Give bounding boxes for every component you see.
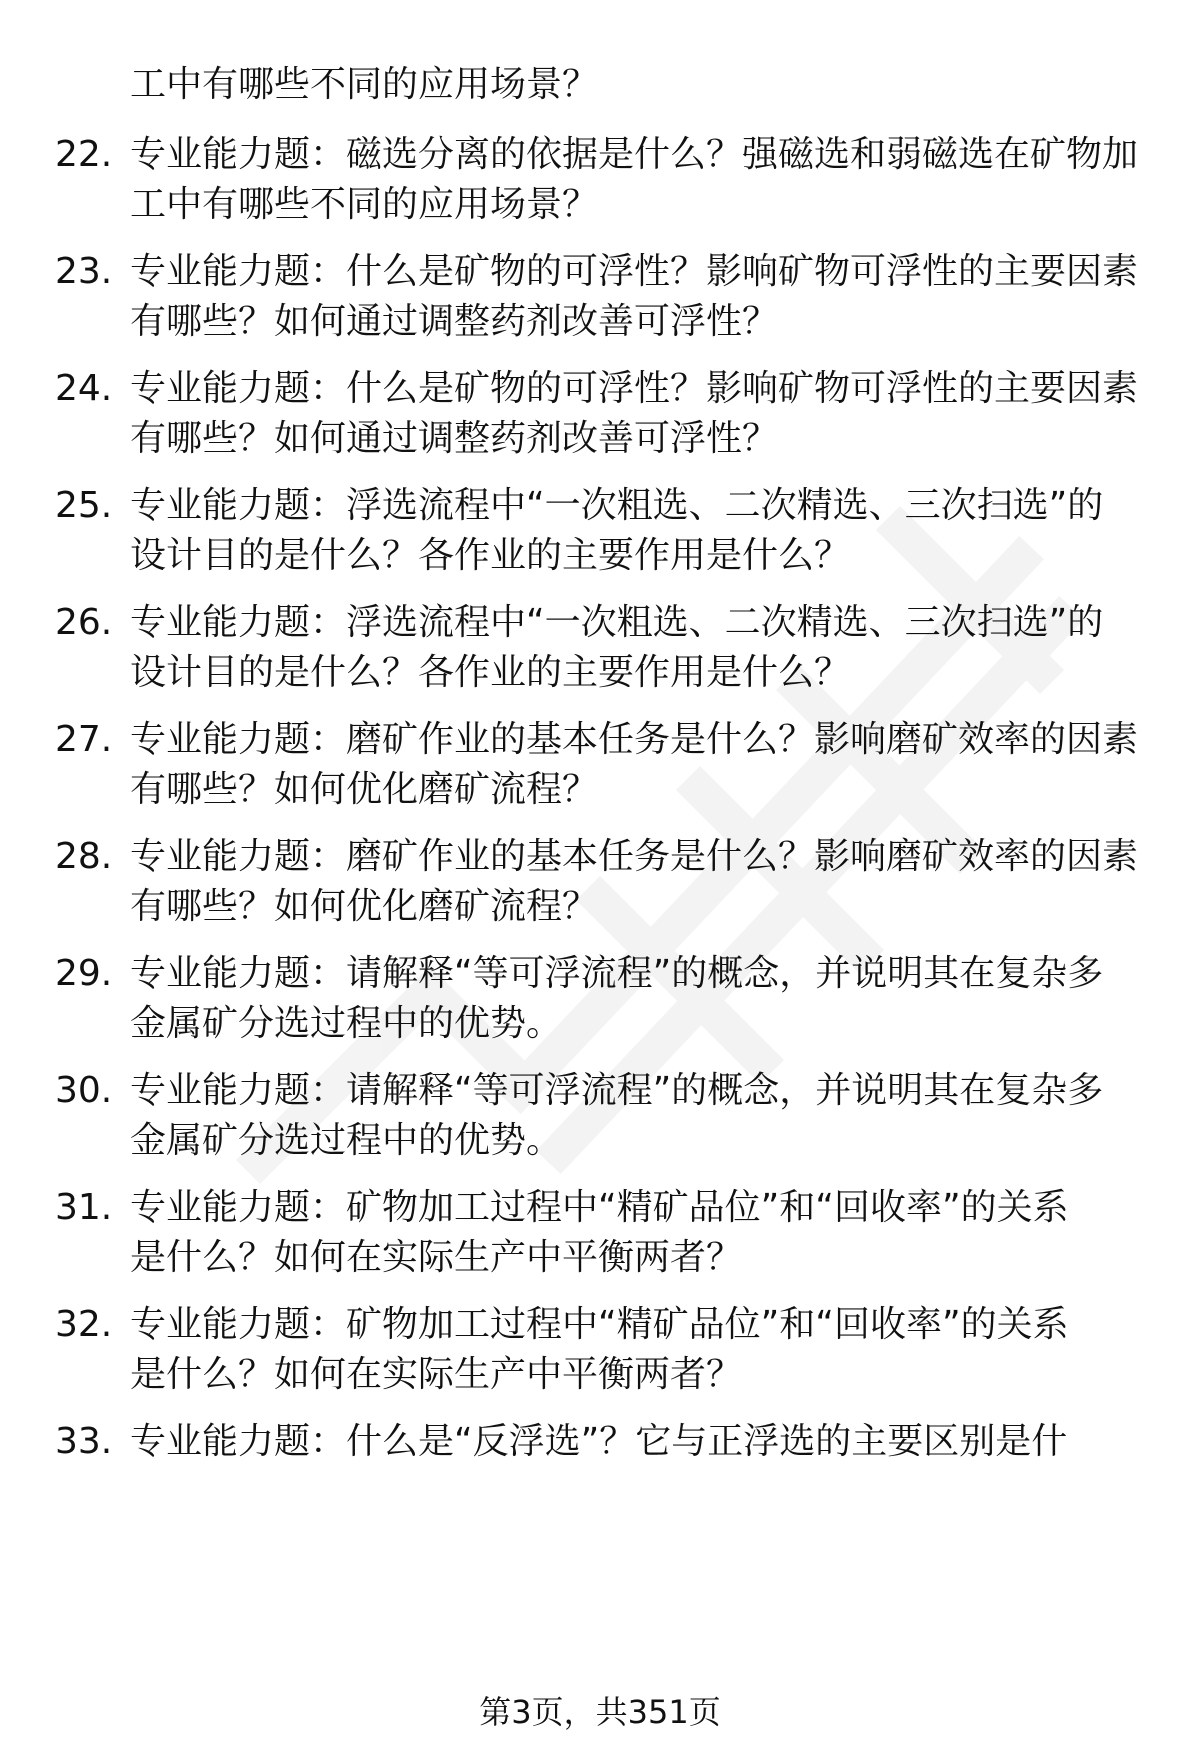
- question-text: [130, 247, 1155, 347]
- question-text-line: 是什么？如何在实际生产中平衡两者？: [130, 1237, 743, 1278]
- question-text-line: 专业能力题：什么是矿物的可浮性？影响矿物可浮性的主要因素: [130, 368, 1139, 409]
- question-text-line: 工中有哪些不同的应用场景？: [130, 184, 599, 225]
- question-number: 33.: [55, 1421, 113, 1462]
- question-text-line: 专业能力题：请解释“等可浮流程”的概念，并说明其在复杂多: [130, 953, 1104, 994]
- question-number: 27.: [55, 719, 113, 760]
- question-number: 30.: [55, 1070, 113, 1111]
- question-text: [130, 481, 1155, 581]
- question-text-line: 是什么？如何在实际生产中平衡两者？: [130, 1354, 743, 1395]
- question-text-line: 有哪些？如何通过调整药剂改善可浮性？: [130, 418, 779, 459]
- question-text-line: 专业能力题：浮选流程中“一次粗选、二次精选、三次扫选”的: [130, 602, 1104, 643]
- question-text-line: 专业能力题：磨矿作业的基本任务是什么？影响磨矿效率的因素: [130, 836, 1139, 877]
- question-number: 22.: [55, 134, 113, 175]
- question-text-line: 专业能力题：矿物加工过程中“精矿品位”和“回收率”的关系: [130, 1304, 1069, 1345]
- carryover-question-text: 工中有哪些不同的应用场景？: [130, 64, 599, 105]
- question-text-line: 专业能力题：矿物加工过程中“精矿品位”和“回收率”的关系: [130, 1187, 1069, 1228]
- question-text: [130, 1066, 1155, 1166]
- question-text-line: 有哪些？如何优化磨矿流程？: [130, 886, 599, 927]
- question-text: [130, 949, 1155, 1049]
- question-text-line: 有哪些？如何优化磨矿流程？: [130, 769, 599, 810]
- question-text-line: 有哪些？如何通过调整药剂改善可浮性？: [130, 301, 779, 342]
- page-number-footer: 第3页，共351页: [479, 1693, 721, 1731]
- question-text-line: 专业能力题：磁选分离的依据是什么？强磁选和弱磁选在矿物加: [130, 134, 1139, 175]
- question-text-line: 设计目的是什么？各作业的主要作用是什么？: [130, 652, 851, 693]
- question-text: [130, 1300, 1155, 1400]
- question-number: 24.: [55, 368, 113, 409]
- question-text-line: 专业能力题：请解释“等可浮流程”的概念，并说明其在复杂多: [130, 1070, 1104, 1111]
- question-text-line: 专业能力题：磨矿作业的基本任务是什么？影响磨矿效率的因素: [130, 719, 1139, 760]
- question-number: 32.: [55, 1304, 113, 1345]
- question-text-line: 金属矿分选过程中的优势。: [130, 1003, 563, 1044]
- question-text: [130, 832, 1155, 932]
- question-number: 23.: [55, 251, 113, 292]
- question-text: [130, 1417, 1155, 1467]
- question-text: [130, 598, 1155, 698]
- question-text-line: 专业能力题：什么是矿物的可浮性？影响矿物可浮性的主要因素: [130, 251, 1139, 292]
- question-text-line: 专业能力题：浮选流程中“一次粗选、二次精选、三次扫选”的: [130, 485, 1104, 526]
- question-text: [130, 715, 1155, 815]
- question-text-line: 专业能力题：什么是“反浮选”？它与正浮选的主要区别是什: [130, 1421, 1068, 1462]
- question-text: [130, 1183, 1155, 1283]
- question-text-line: 设计目的是什么？各作业的主要作用是什么？: [130, 535, 851, 576]
- question-text-line: 金属矿分选过程中的优势。: [130, 1120, 563, 1161]
- question-number: 28.: [55, 836, 113, 877]
- question-text: [130, 130, 1155, 230]
- question-number: 25.: [55, 485, 113, 526]
- question-text: [130, 364, 1155, 464]
- question-number: 31.: [55, 1187, 113, 1228]
- question-number: 26.: [55, 602, 113, 643]
- question-number: 29.: [55, 953, 113, 994]
